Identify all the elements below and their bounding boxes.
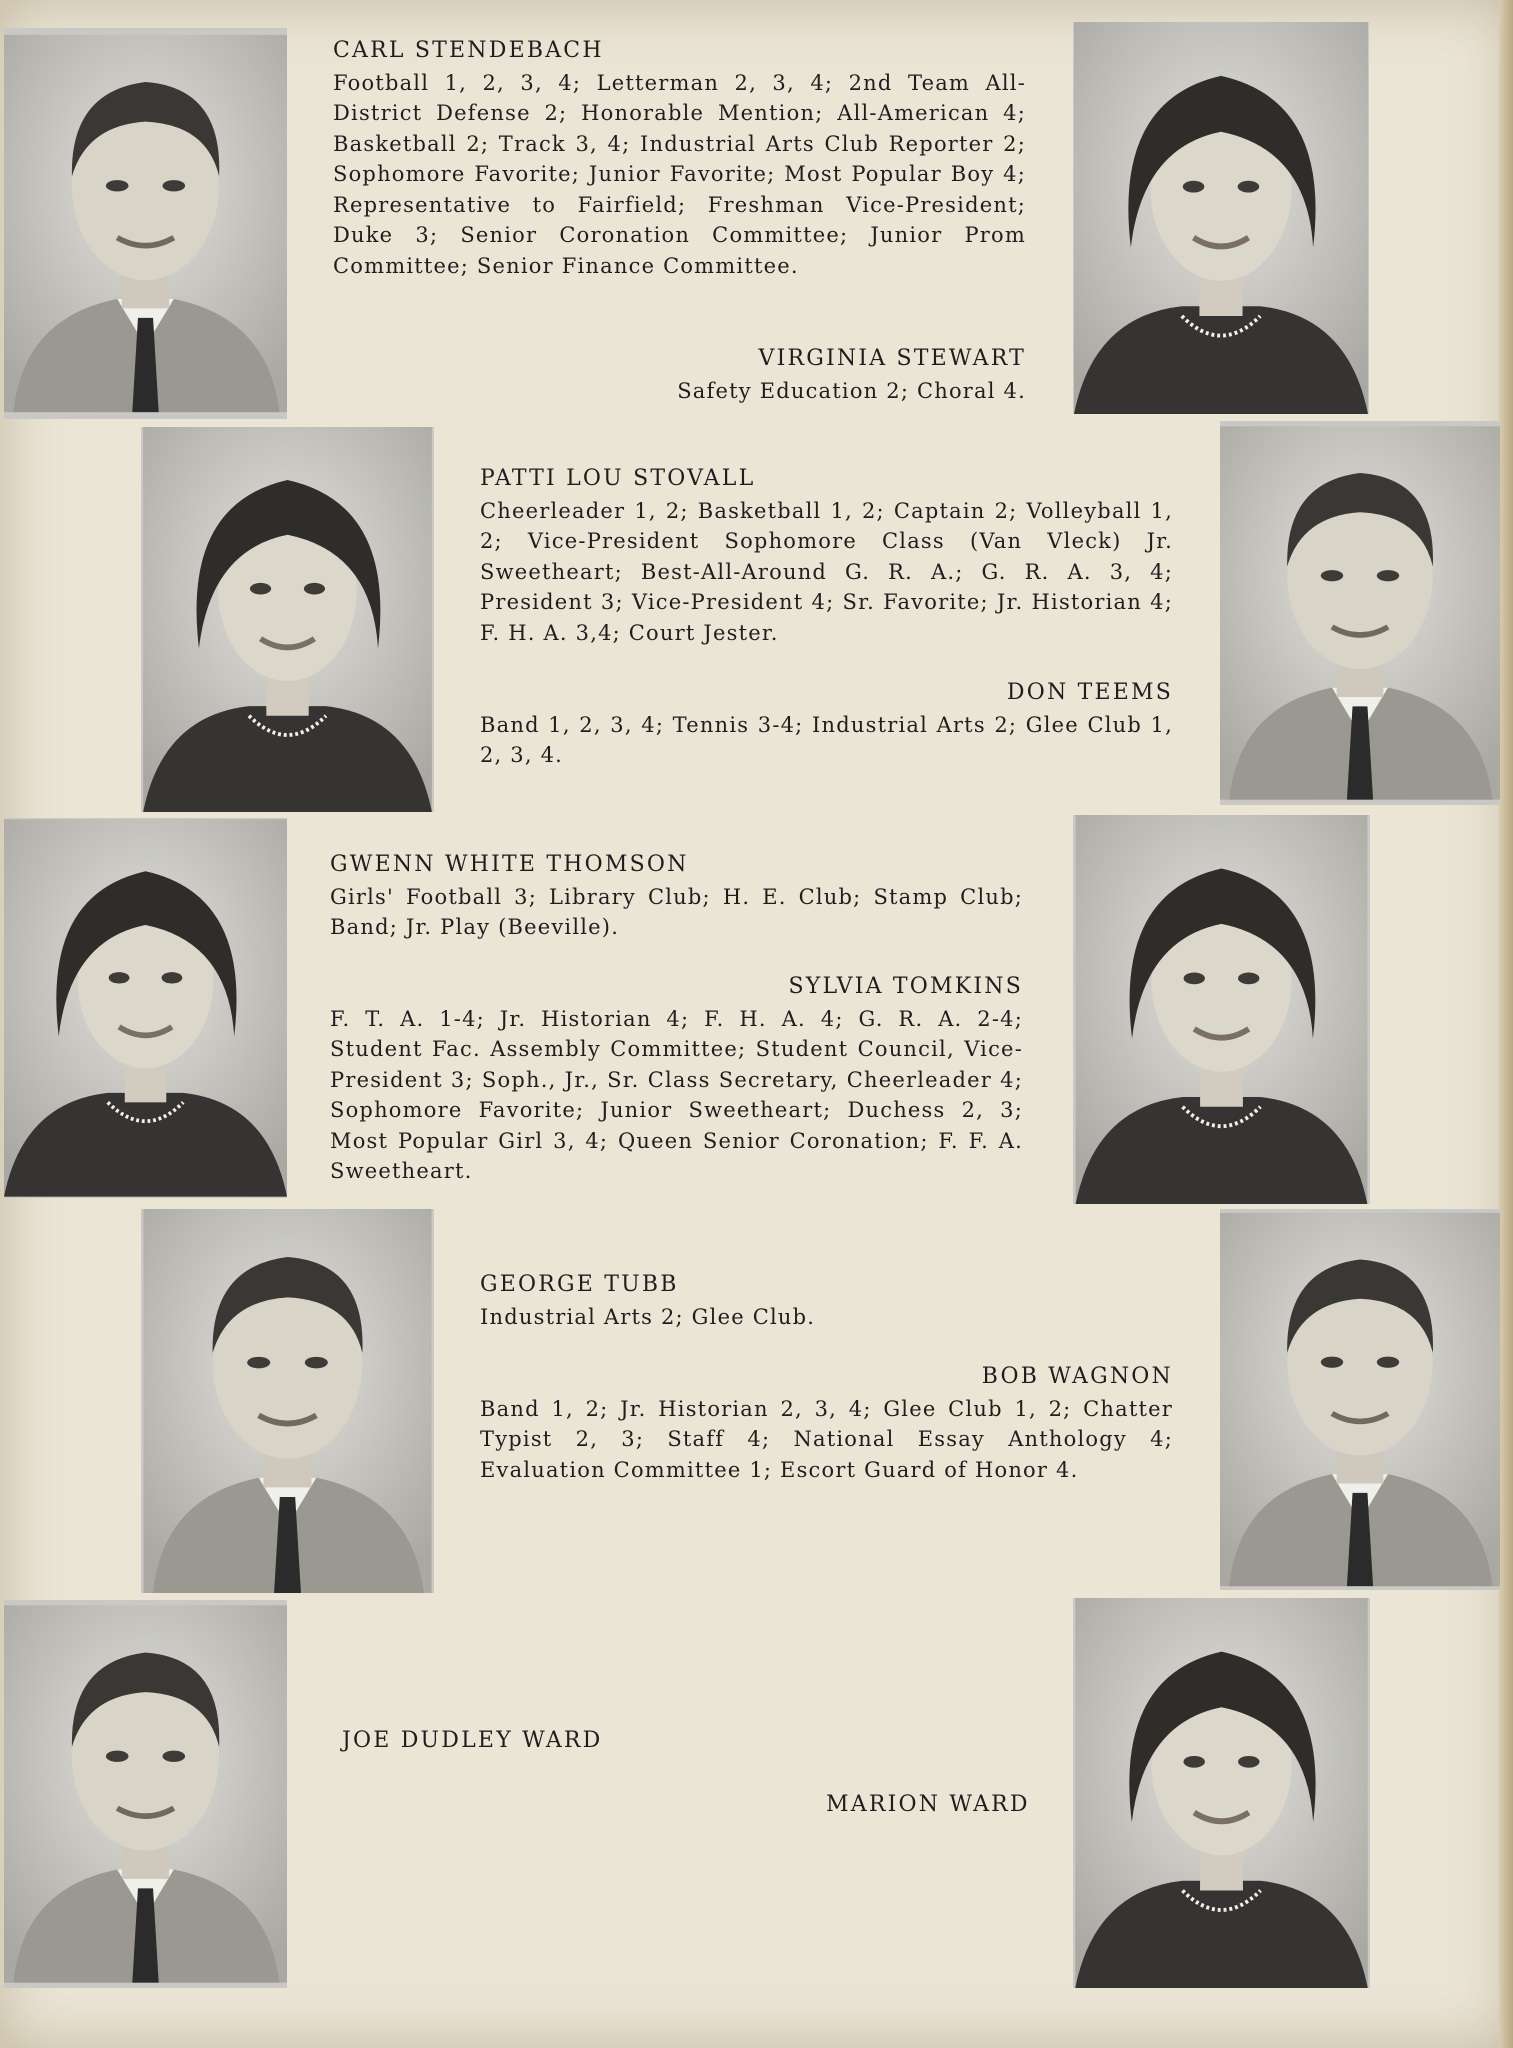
student-name: DON TEEMS (1006, 680, 1173, 705)
boy-portrait-icon (1220, 421, 1500, 805)
student-name: GWENN WHITE THOMSON (330, 852, 689, 877)
student-activities: Cheerleader 1, 2; Basketball 1, 2; Captain 2; Volleyball 1, 2; Vice-President Sophomore Class (Van Vleck) Jr. Sweetheart; Best-All-Around G. R. A.; G. R. A. 3, 4; President 3; Vice-President 4; Sr. Favorite; Jr. Historian 4; F. H. A. 3,4; Court Jester. (480, 498, 1173, 645)
boy-portrait-icon (4, 1600, 287, 1988)
entry-don-teems (480, 678, 1173, 771)
student-name: VIRGINIA STEWART (758, 346, 1026, 371)
portrait-joe-dudley-ward (4, 1600, 287, 1988)
student-name: SYLVIA TOMKINS (788, 974, 1023, 999)
entry-virginia-stewart (540, 344, 1026, 406)
portrait-gwenn-white-thomson (4, 818, 287, 1198)
boy-portrait-icon (141, 1209, 434, 1593)
girl-portrait-icon (1073, 815, 1370, 1204)
student-activities: Band 1, 2; Jr. Historian 2, 3, 4; Glee Club 1, 2; Chatter Typist 2, 3; Staff 4; National Essay Anthology 4; Evaluation Committee 1; Escort Guard of Honor 4. (480, 1396, 1173, 1482)
entry-gwenn-white-thomson (330, 850, 1023, 943)
boy-portrait-icon (1220, 1209, 1500, 1590)
portrait-don-teems (1220, 421, 1500, 805)
entry-sylvia-tomkins (330, 972, 1023, 1187)
entry-carl-stendebach (333, 36, 1026, 281)
entry-bob-wagnon (480, 1362, 1173, 1485)
portrait-george-tubb (141, 1209, 434, 1593)
entry-patti-lou-stovall (480, 464, 1173, 648)
student-activities: Football 1, 2, 3, 4; Letterman 2, 3, 4; 2nd Team All-District Defense 2; Honorable Mention; All-American 4; Basketball 2; Track 3, 4; Industrial Arts Club Reporter 2; Sophomore Favorite; Junior Favorite; Most Popular Boy 4; Representative to Fairfield; Freshman Vice-President; Duke 3; Senior Coronation Committee; Junior Prom Committee; Senior Finance Committee. (333, 70, 1026, 278)
student-activities: Girls' Football 3; Library Club; H. E. Club; Stamp Club; Band; Jr. Play (Beeville). (330, 884, 1023, 939)
portrait-carl-stendebach (4, 28, 287, 419)
entry-joe-dudley-ward: JOE DUDLEY WARD (342, 1728, 603, 1753)
student-activities: F. T. A. 1-4; Jr. Historian 4; F. H. A. 4; G. R. A. 2-4; Student Fac. Assembly Committee; Student Council, Vice-President 3; Soph., Jr., Sr. Class Secretary, Cheerleader 4; Sophomore Favorite; Junior Sweetheart; Duchess 2, 3; Most Popular Girl 3, 4; Queen Senior Coronation; F. F. A. Sweetheart. (330, 1006, 1023, 1183)
page-edge (1499, 0, 1513, 2048)
student-name: CARL STENDEBACH (333, 38, 604, 63)
girl-portrait-icon (4, 818, 287, 1198)
student-activities: Band 1, 2, 3, 4; Tennis 3-4; Industrial Arts 2; Glee Club 1, 2, 3, 4. (480, 712, 1173, 767)
student-name: PATTI LOU STOVALL (480, 466, 756, 491)
entry-george-tubb (480, 1270, 1173, 1332)
portrait-patti-lou-stovall (141, 427, 434, 812)
girl-portrait-icon (141, 427, 434, 812)
student-name: BOB WAGNON (981, 1364, 1173, 1389)
portrait-virginia-stewart (1073, 22, 1369, 414)
portrait-marion-ward (1073, 1598, 1370, 1988)
student-activities: Industrial Arts 2; Glee Club. (480, 1304, 816, 1329)
girl-portrait-icon (1073, 1598, 1370, 1988)
student-activities: Safety Education 2; Choral 4. (677, 378, 1026, 403)
boy-portrait-icon (4, 28, 287, 419)
student-name: GEORGE TUBB (480, 1272, 679, 1297)
portrait-sylvia-tomkins (1073, 815, 1370, 1204)
portrait-bob-wagnon (1220, 1209, 1500, 1590)
entry-marion-ward: MARION WARD (826, 1792, 1030, 1817)
girl-portrait-icon (1073, 22, 1369, 414)
